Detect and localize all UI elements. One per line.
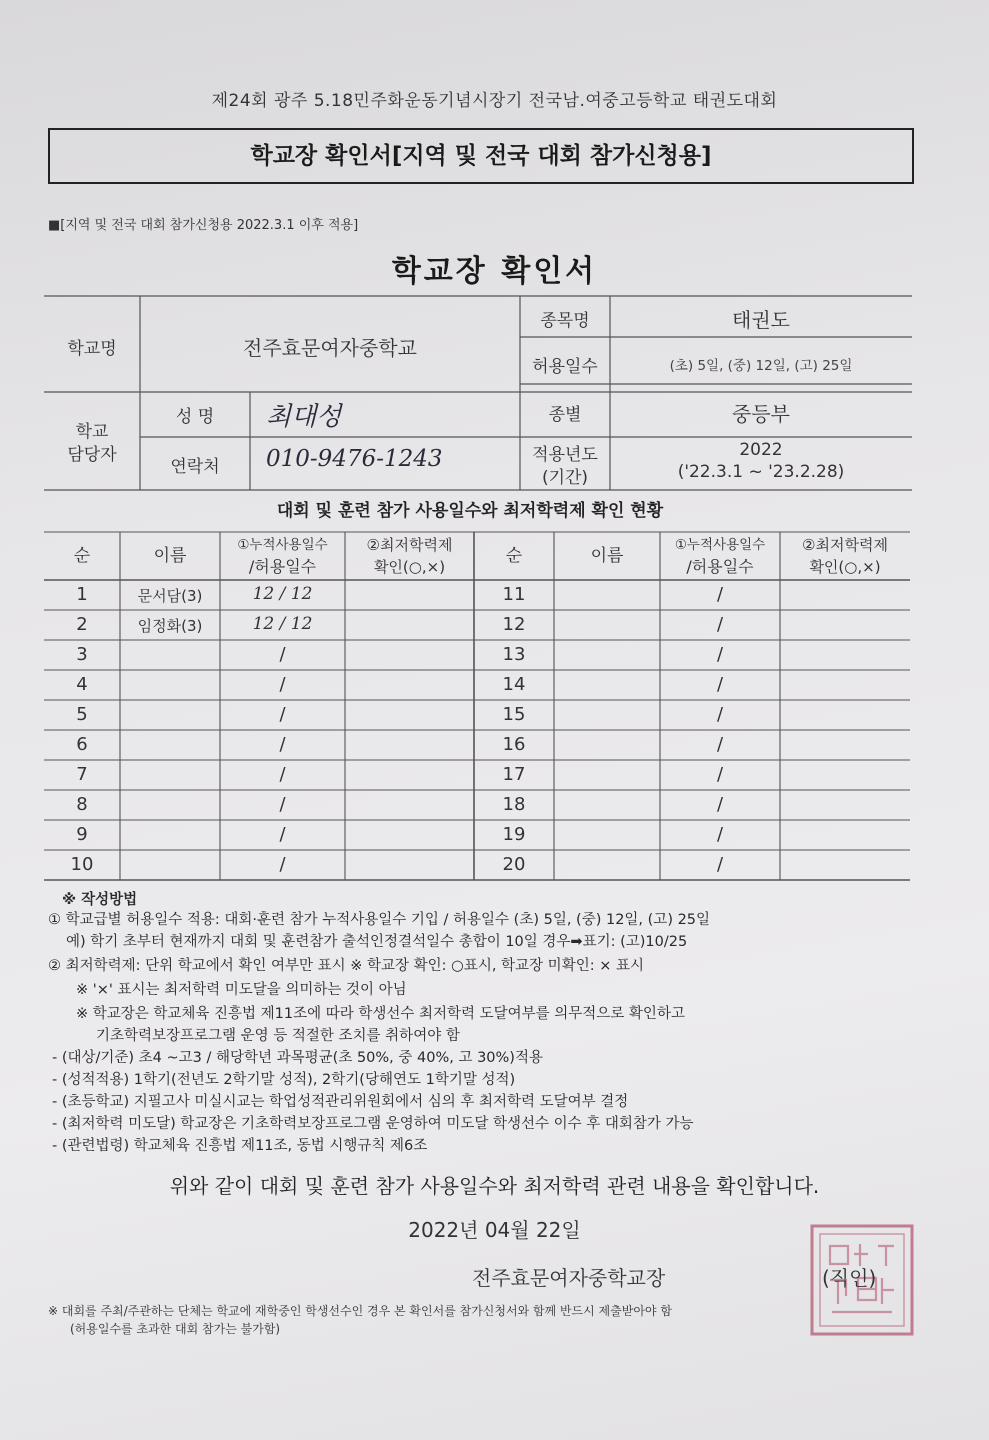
instruction-line: ※ 작성방법 bbox=[62, 892, 138, 908]
row-no-right: 14 bbox=[502, 674, 526, 695]
row-no-right: 17 bbox=[502, 764, 526, 785]
instruction-line: - (성적적용) 1학기(전년도 2학기말 성적), 2학기(당해연도 1학기말 성적) bbox=[52, 1072, 516, 1088]
instruction-line: 예) 학기 초부터 현재까지 대회 및 훈련참가 출석인정결석일수 총합이 10일 경우➡표기: (고)10/25 bbox=[66, 934, 688, 950]
row-days-right: / bbox=[716, 854, 724, 875]
issue-date: 2022년 04월 22일 bbox=[408, 1218, 581, 1242]
row-days-right: / bbox=[716, 584, 724, 605]
event-title: 제24회 광주 5.18민주화운동기념시장기 전국남.여중고등학교 태권도대회 bbox=[211, 91, 778, 111]
col-header-min-right bbox=[780, 534, 910, 578]
footer-note-2: (허용일수를 초과한 대회 참가는 불가함) bbox=[70, 1322, 281, 1336]
row-days-right: / bbox=[716, 734, 724, 755]
row-no-left: 2 bbox=[76, 614, 88, 635]
row-no-right: 19 bbox=[502, 824, 526, 845]
seal-label: (직인) bbox=[822, 1266, 877, 1290]
manager-label-2: 담당자 bbox=[67, 445, 117, 465]
col-header-min-line2: 확인(○,×) bbox=[809, 558, 881, 576]
name-label: 성 명 bbox=[175, 407, 215, 427]
col-header-days-left bbox=[220, 534, 345, 578]
instruction-line: - (대상/기준) 초4 ~고3 / 해당학년 과목평균(초 50%, 중 40%, 고 30%)적용 bbox=[52, 1050, 543, 1066]
col-header-no-left: 순 bbox=[73, 546, 91, 566]
row-no-left: 7 bbox=[76, 764, 88, 785]
instruction-line: ② 최저학력제: 단위 학교에서 확인 여부만 표시 ※ 학교장 확인: ○표시, 학교장 미확인: × 표시 bbox=[48, 958, 644, 974]
col-header-days-right bbox=[660, 534, 780, 578]
main-title: 학교장 확인서 bbox=[391, 254, 598, 289]
sport-label: 종목명 bbox=[540, 311, 590, 331]
form-title-box: 학교장 확인서[지역 및 전국 대회 참가신청용] bbox=[48, 128, 914, 184]
row-days-left: / bbox=[279, 794, 286, 815]
instruction-line: ※ 학교장은 학교체육 진흥법 제11조에 따라 학생선수 최저학력 도달여부를 의무적으로 확인하고 bbox=[76, 1006, 685, 1022]
row-days-left: / bbox=[279, 854, 286, 875]
col-header-days-line2: /허용일수 bbox=[686, 557, 754, 576]
sport-value: 태권도 bbox=[732, 308, 790, 332]
manager-name-handwritten: 최대성 bbox=[266, 402, 342, 432]
allowed-days-value: (초) 5일, (중) 12일, (고) 25일 bbox=[669, 358, 853, 374]
principal-title: 전주효문여자중학교장 bbox=[472, 1266, 666, 1290]
col-header-min-line2: 확인(○,×) bbox=[373, 558, 446, 576]
row-days-left: / bbox=[279, 674, 286, 695]
col-header-min-left bbox=[345, 534, 474, 578]
row-name-left: 임정화(3) bbox=[137, 617, 203, 635]
instruction-line: ① 학교급별 허용일수 적용: 대회·훈련 참가 누적사용일수 기입 / 허용일수 (초) 5일, (중) 12일, (고) 25일 bbox=[48, 912, 711, 928]
col-header-min-line1: ②최저학력제 bbox=[366, 536, 453, 554]
manager-label-1: 학교 bbox=[75, 422, 109, 442]
row-no-right: 20 bbox=[502, 854, 526, 875]
col-header-days-line2: /허용일수 bbox=[248, 557, 317, 576]
row-days-right: / bbox=[716, 764, 724, 785]
footer-note-1: ※ 대회를 주최/주관하는 단체는 학교에 재학중인 학생선수인 경우 본 확인서를 참가신청서와 함께 반드시 제출받아야 함 bbox=[48, 1304, 672, 1318]
instruction-line: - (초등학교) 지필고사 미실시교는 학업성적관리위원회에서 심의 후 최저학력 도달여부 결정 bbox=[52, 1094, 629, 1110]
row-no-left: 10 bbox=[70, 854, 94, 875]
row-name-left: 문서담(3) bbox=[137, 587, 203, 605]
contact-label: 연락처 bbox=[170, 457, 220, 477]
row-no-right: 15 bbox=[502, 704, 526, 725]
row-no-left: 6 bbox=[76, 734, 88, 755]
instruction-line: - (최저학력 미도달) 학교장은 기초학력보장프로그램 운영하여 미도달 학생선수 이수 후 대회참가 가능 bbox=[52, 1116, 694, 1132]
col-header-no-right: 순 bbox=[505, 546, 523, 566]
row-no-left: 9 bbox=[76, 824, 88, 845]
row-days-left: / bbox=[279, 704, 286, 725]
row-days-left: 12 / 12 bbox=[252, 614, 313, 634]
year-label-2: (기간) bbox=[541, 468, 589, 488]
row-no-right: 13 bbox=[502, 644, 526, 665]
row-days-left: / bbox=[279, 644, 286, 665]
row-days-right: / bbox=[716, 704, 724, 725]
instruction-line: ※ '×' 표시는 최저학력 미도달을 의미하는 것이 아님 bbox=[76, 982, 407, 998]
form-note: ■[지역 및 전국 대회 참가신청용 2022.3.1 이후 적용] bbox=[48, 218, 359, 233]
row-no-right: 12 bbox=[502, 614, 526, 635]
row-days-right: / bbox=[716, 644, 724, 665]
row-no-right: 18 bbox=[502, 794, 526, 815]
school-name-value: 전주효문여자중학교 bbox=[243, 336, 417, 360]
year-label-1: 적용년도 bbox=[532, 445, 598, 465]
allowed-days-label: 허용일수 bbox=[532, 357, 598, 377]
row-no-left: 4 bbox=[76, 674, 88, 695]
year-value-2: ('22.3.1 ~ '23.2.28) bbox=[677, 462, 845, 482]
row-days-left: / bbox=[279, 764, 286, 785]
row-days-right: / bbox=[716, 674, 724, 695]
row-days-right: / bbox=[716, 824, 724, 845]
row-no-left: 3 bbox=[76, 644, 88, 665]
row-days-left: / bbox=[279, 734, 286, 755]
division-label: 종별 bbox=[548, 405, 582, 425]
col-header-name-left: 이름 bbox=[153, 546, 187, 566]
col-header-min-line1: ②최저학력제 bbox=[802, 536, 888, 554]
row-no-left: 1 bbox=[76, 584, 88, 605]
row-days-left: 12 / 12 bbox=[252, 584, 313, 604]
row-no-right: 16 bbox=[502, 734, 526, 755]
division-value: 중등부 bbox=[732, 402, 790, 426]
row-days-right: / bbox=[716, 614, 724, 635]
col-header-days-line1: ①누적사용일수 bbox=[237, 537, 328, 553]
instruction-line: 기초학력보장프로그램 운영 등 적절한 조치를 취하여야 함 bbox=[96, 1028, 460, 1044]
status-title: 대회 및 훈련 참가 사용일수와 최저학력제 확인 현황 bbox=[276, 501, 664, 521]
instruction-line: - (관련법령) 학교체육 진흥법 제11조, 동법 시행규칙 제6조 bbox=[52, 1138, 428, 1154]
row-days-right: / bbox=[716, 794, 724, 815]
col-header-days-line1: ①누적사용일수 bbox=[674, 537, 766, 553]
row-no-right: 11 bbox=[502, 584, 526, 605]
col-header-name-right: 이름 bbox=[590, 546, 624, 566]
school-name-label: 학교명 bbox=[67, 339, 117, 359]
row-days-left: / bbox=[279, 824, 286, 845]
contact-number-handwritten: 010-9476-1243 bbox=[266, 446, 443, 472]
confirmation-statement: 위와 같이 대회 및 훈련 참가 사용일수와 최저학력 관련 내용을 확인합니다. bbox=[169, 1174, 820, 1198]
year-value-1: 2022 bbox=[739, 440, 783, 460]
row-no-left: 5 bbox=[76, 704, 88, 725]
row-no-left: 8 bbox=[76, 794, 88, 815]
